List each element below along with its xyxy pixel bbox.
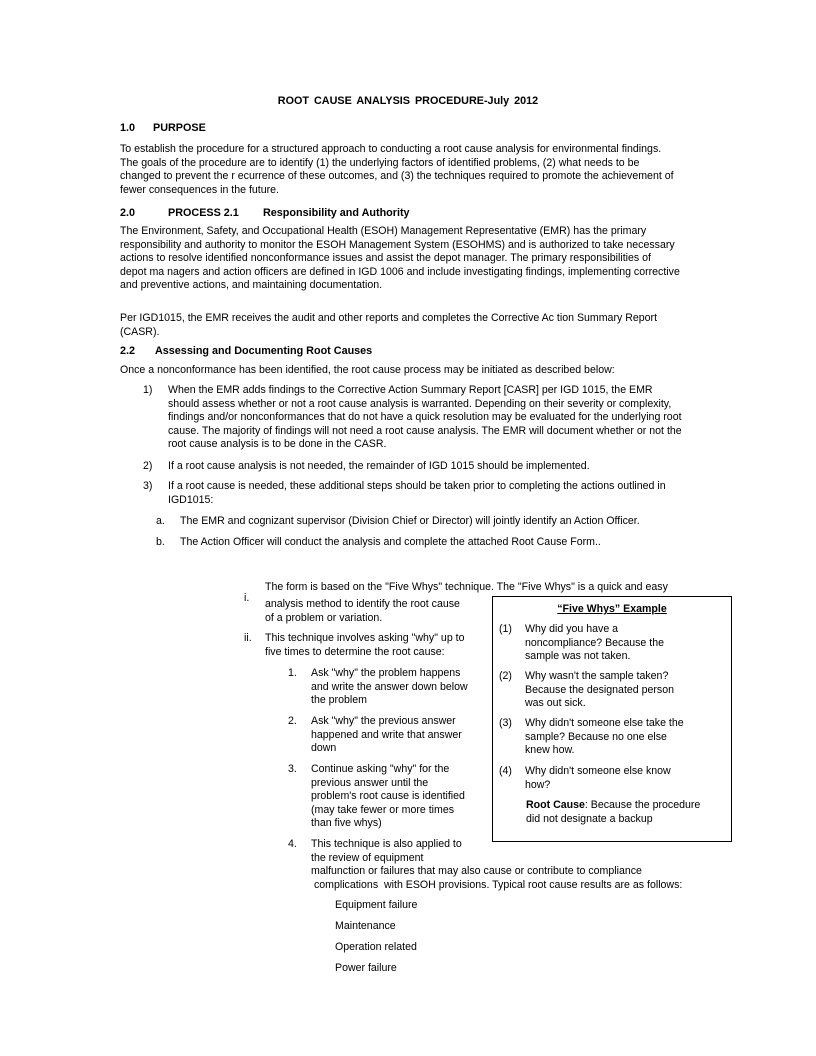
section-1-heading: PURPOSE xyxy=(153,122,206,134)
text-line: cause. The majority of findings will not need a root cause analysis. The EMR will document whether or not the xyxy=(168,424,682,437)
text-line: This technique involves asking "why" up to xyxy=(265,632,465,644)
text-line: Because the designated person xyxy=(525,683,675,696)
roman-numeral: ii. xyxy=(244,632,252,644)
purpose-paragraph xyxy=(120,143,712,197)
text-line: Why did you have a xyxy=(525,623,619,635)
sub-list-item: The Action Officer will conduct the analysis and complete the attached Root Cause Form.. xyxy=(180,536,601,548)
box-item xyxy=(499,765,695,792)
five-whys-example-box xyxy=(492,596,732,842)
text-line: Why didn't someone else know xyxy=(525,765,671,777)
text-line: findings and/or nonconformances that do not have a quick resolution may be evaluated for the underlying root xyxy=(168,411,682,423)
cause-item: Maintenance xyxy=(335,920,396,932)
text-line: If a root cause is needed, these additional steps should be taken prior to completing the actions outlined in xyxy=(168,480,666,492)
text-line: (CASR). xyxy=(120,325,160,338)
text-line: problem's root cause is identified xyxy=(311,790,465,802)
document-title: ROOT CAUSE ANALYSIS PROCEDURE-July 2012 xyxy=(277,95,539,107)
text-line: Continue asking "why" for the xyxy=(311,763,450,775)
box-item-number: (4) xyxy=(499,765,512,777)
sub-list-letter: a. xyxy=(156,515,165,527)
casr-paragraph xyxy=(120,312,712,339)
cause-item: Power failure xyxy=(335,962,397,974)
text-line: happened and write that answer xyxy=(311,728,462,741)
sub-list-letter: b. xyxy=(156,536,165,548)
list-item xyxy=(168,480,716,507)
step-item xyxy=(311,667,489,708)
text-line: changed to prevent the r ecurrence of these outcomes, and (3) the techniques required to promote the achievement of xyxy=(120,170,674,182)
section-2-2-number: 2.2 xyxy=(120,345,136,357)
box-item xyxy=(499,623,695,664)
text-line: sample was not taken. xyxy=(525,650,631,662)
text-line: Why wasn't the sample taken? xyxy=(525,670,669,682)
text-line: If a root cause analysis is not needed, the remainder of IGD 1015 should be implemented. xyxy=(168,460,590,472)
box-item xyxy=(499,717,695,758)
text-line: To establish the procedure for a structured approach to conducting a root cause analysis for environmental findings. xyxy=(120,143,662,155)
list-number: 3) xyxy=(143,480,153,492)
list-item xyxy=(168,384,716,452)
text-line: depot ma nagers and action officers are defined in IGD 1006 and include investigating findings, implementing corrective xyxy=(120,265,680,278)
text-line: This technique is also applied to xyxy=(311,838,462,850)
list-number: 1) xyxy=(143,384,153,396)
text-line: The Environment, Safety, and Occupational Health (ESOH) Management Representative (EMR) has the primary xyxy=(120,225,647,237)
roman-i-line-1: The form is based on the "Five Whys" technique. The "Five Whys" is a quick and easy xyxy=(265,581,668,593)
step-number: 4. xyxy=(288,838,297,850)
text-line: should assess whether or not a root cause analysis is warranted. Depending on their severity or complexity, xyxy=(168,397,672,410)
text-line: down xyxy=(311,742,337,754)
box-item-number: (1) xyxy=(499,623,512,635)
text-line: than five whys) xyxy=(311,817,382,829)
step-number: 1. xyxy=(288,667,297,679)
step-number: 2. xyxy=(288,715,297,727)
section-2-number: 2.0 xyxy=(120,207,136,219)
text-line: previous answer until the xyxy=(311,776,429,789)
cause-item: Equipment failure xyxy=(335,899,418,911)
text-line: the review of equipment xyxy=(311,851,424,864)
text-line: Ask "why" the previous answer xyxy=(311,715,456,727)
text-line: knew how. xyxy=(525,744,575,756)
responsibility-paragraph xyxy=(120,225,712,293)
text-line: noncompliance? Because the xyxy=(525,636,664,649)
section-2-2-heading: Assessing and Documenting Root Causes xyxy=(155,345,373,357)
section-2-heading: PROCESS 2.1 xyxy=(168,207,239,219)
text-line: Per IGD1015, the EMR receives the audit and other reports and completes the Corrective Ac tion Summary Report xyxy=(120,312,658,324)
root-cause-text: : Because the procedure xyxy=(584,799,701,811)
cause-item: Operation related xyxy=(335,941,417,953)
text-line: how? xyxy=(525,778,551,791)
root-cause-label: Root Cause xyxy=(526,799,585,811)
text-line: and preventive actions, and maintaining documentation. xyxy=(120,279,383,291)
roman-ii-text xyxy=(265,632,487,659)
root-cause-text-line-2: did not designate a backup xyxy=(526,812,653,825)
section-2-2-intro: Once a nonconformance has been identified, the root cause process may be initiated as described below: xyxy=(120,364,615,376)
box-item-number: (2) xyxy=(499,670,512,682)
text-line: Why didn't someone else take the xyxy=(525,717,684,729)
text-line: fewer consequences in the future. xyxy=(120,183,280,196)
text-line: of a problem or variation. xyxy=(265,611,383,624)
list-number: 2) xyxy=(143,460,153,472)
step-item xyxy=(311,715,489,756)
list-item xyxy=(168,460,716,474)
section-2-1-heading: Responsibility and Authority xyxy=(263,207,410,219)
text-line: responsibility and authority to monitor the ESOH Management System (ESOHMS) and is authorized to take necessary xyxy=(120,238,675,251)
box-item xyxy=(499,670,695,711)
text-line: complications with ESOH provisions. Typical root cause results are as follows: xyxy=(311,878,683,891)
text-line: IGD1015: xyxy=(168,493,214,506)
text-line: malfunction or failures that may also cause or contribute to compliance xyxy=(311,865,642,877)
section-1-number: 1.0 xyxy=(120,122,136,134)
text-line: analysis method to identify the root cause xyxy=(265,598,460,610)
step-item xyxy=(311,763,489,831)
sub-list-item: The EMR and cognizant supervisor (Division Chief or Director) will jointly identify an Action Officer. xyxy=(180,515,640,527)
text-line: root cause analysis is to be done in the CASR. xyxy=(168,438,387,450)
root-cause-statement xyxy=(526,799,726,826)
text-line: When the EMR adds findings to the Corrective Action Summary Report [CASR] per IGD 1015, the EMR xyxy=(168,384,653,396)
step-number: 3. xyxy=(288,763,297,775)
text-line: sample? Because no one else xyxy=(525,730,667,743)
text-line: and write the answer down below xyxy=(311,680,468,693)
text-line: actions to resolve identified nonconformance issues and assist the depot manager. The primary responsibilities of xyxy=(120,252,651,264)
step-item xyxy=(311,838,711,892)
text-line: The goals of the procedure are to identify (1) the underlying factors of identified problems, (2) what needs to be xyxy=(120,156,640,169)
text-line: the problem xyxy=(311,694,367,706)
roman-numeral: i. xyxy=(244,592,250,604)
text-line: five times to determine the root cause: xyxy=(265,645,445,658)
text-line: Ask "why" the problem happens xyxy=(311,667,461,679)
text-line: was out sick. xyxy=(525,697,586,709)
text-line: (may take fewer or more times xyxy=(311,803,455,816)
roman-i-continuation xyxy=(265,598,487,625)
box-title: “Five Whys” Example xyxy=(557,603,667,615)
box-item-number: (3) xyxy=(499,717,512,729)
